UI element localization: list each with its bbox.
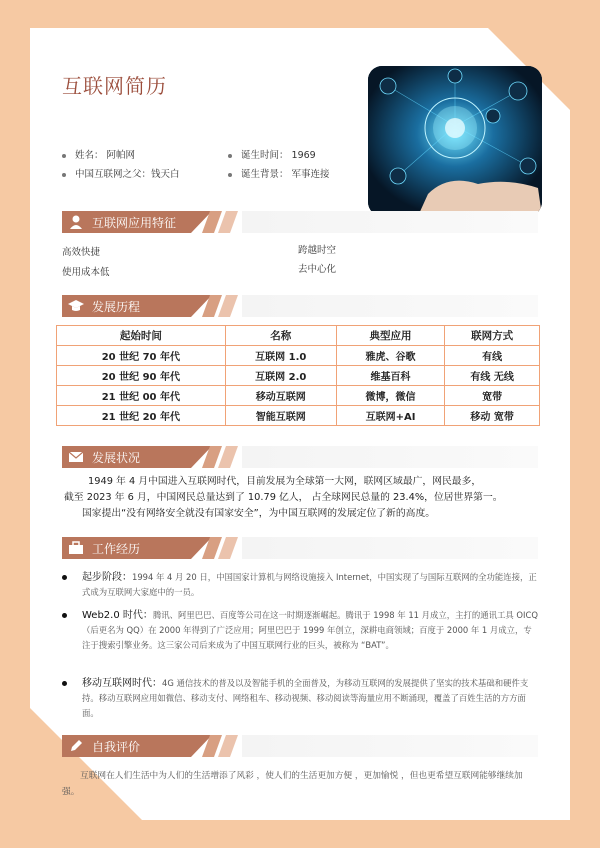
status-text: 1949 年 4 月中国进入互联网时代，目前发展为全球第一大网，联网区域最广，网民最多， xyxy=(88,476,482,487)
section-header-features xyxy=(62,211,538,233)
feature-item: 使用成本低 xyxy=(62,267,110,278)
status-text: 国家提出“没有网络安全就没有国家安全”，为中国互联网的发展定位了新的高度。 xyxy=(82,508,436,519)
table-cell: 21 世纪 00 年代 xyxy=(57,386,226,406)
status-text: 截至 2023 年 6 月，中国网民总量达到了 10.79 亿人， 占全球网民总量的 23.4%，位居世界第一。 xyxy=(64,492,503,503)
table-cell: 有线 xyxy=(445,346,540,366)
briefcase-icon xyxy=(68,540,84,556)
info-father: 中国互联网之父：钱天白 xyxy=(62,166,180,180)
table-cell: 互联网 1.0 xyxy=(225,346,336,366)
user-icon xyxy=(68,214,84,230)
table-row xyxy=(57,406,540,426)
hero-image xyxy=(368,66,542,216)
work-item xyxy=(62,676,540,721)
graduation-cap-icon xyxy=(68,298,84,314)
table-cell: 智能互联网 xyxy=(225,406,336,426)
table-cell: 互联网+AI xyxy=(336,406,445,426)
table-cell: 21 世纪 20 年代 xyxy=(57,406,226,426)
work-item-title: Web2.0 时代： xyxy=(82,610,153,621)
work-item-title: 起步阶段： xyxy=(82,572,132,583)
self-evaluation-text: 互联网在人们生活中为人们的生活增添了风彩 ，使人们的生活更加方便 ，更加愉悦 ，但也更希望互联网能够继续加强。 xyxy=(62,771,523,797)
table-cell: 雅虎、谷歌 xyxy=(336,346,445,366)
work-item xyxy=(62,570,540,600)
feature-item: 高效快捷 xyxy=(62,247,101,258)
table-cell: 移动 宽带 xyxy=(445,406,540,426)
pen-icon xyxy=(68,738,84,754)
feature-item: 去中心化 xyxy=(298,264,337,275)
table-header: 起始时间 xyxy=(57,326,226,346)
section-header-work xyxy=(62,537,538,559)
work-item-title: 移动互联网时代： xyxy=(82,678,162,689)
section-title: 工作经历 xyxy=(92,542,141,556)
table-cell: 有线 无线 xyxy=(445,366,540,386)
info-name: 姓名： 阿帕网 xyxy=(62,147,135,161)
section-header-self xyxy=(62,735,538,757)
table-header: 典型应用 xyxy=(336,326,445,346)
section-title: 自我评价 xyxy=(92,740,141,754)
section-title: 发展历程 xyxy=(92,300,141,314)
table-cell: 互联网 2.0 xyxy=(225,366,336,386)
table-header: 名称 xyxy=(225,326,336,346)
table-cell: 20 世纪 90 年代 xyxy=(57,366,226,386)
section-title: 发展状况 xyxy=(92,451,141,465)
work-item-text: 4G 通信技术的普及以及智能手机的全面普及，为移动互联网的发展提供了坚实的技术基础和硬件支持。移动互联网应用如微信、移动支付、网络租车、移动视频、移动阅读等海量应用不断涌现，覆盖了百姓生活的方方面面。 xyxy=(82,678,529,718)
table-cell: 维基百科 xyxy=(336,366,445,386)
mail-icon xyxy=(68,449,84,465)
page-title: 互联网简历 xyxy=(62,74,167,98)
work-item xyxy=(62,608,540,653)
work-item-text: 1994 年 4 月 20 日，中国国家计算机与网络设施接入 Internet，中国实现了与国际互联网的全功能连接，正式成为互联网大家庭中的一员。 xyxy=(82,572,537,597)
table-cell: 微博，微信 xyxy=(336,386,445,406)
table-cell: 移动互联网 xyxy=(225,386,336,406)
table-cell: 宽带 xyxy=(445,386,540,406)
work-item-text: 腾讯、阿里巴巴、百度等公司在这一时期逐渐崛起。腾讯于 1998 年 11 月成立，主打的通讯工具 OICQ（后更名为 QQ）在 2000 年得到了广泛应用；阿里巴巴于 1999 年创立，深耕电商领域；百度于 2000 年 1 月成立，专注于搜索引擎业务。这三家公司后来成为了中国互联网行业的巨头，被称为 “BAT”。 xyxy=(82,610,538,650)
table-row xyxy=(57,366,540,386)
section-title: 互联网应用特征 xyxy=(92,216,177,230)
feature-item: 跨越时空 xyxy=(298,245,337,256)
table-row xyxy=(57,386,540,406)
table-header: 联网方式 xyxy=(445,326,540,346)
table-header-row xyxy=(57,326,540,346)
table-cell: 20 世纪 70 年代 xyxy=(57,346,226,366)
section-header-history xyxy=(62,295,538,317)
info-birth-time: 诞生时间： 1969 xyxy=(228,147,316,161)
info-birth-background: 诞生背景： 军事连接 xyxy=(228,166,330,180)
table-row xyxy=(57,346,540,366)
section-header-status xyxy=(62,446,538,468)
history-table xyxy=(56,325,540,426)
